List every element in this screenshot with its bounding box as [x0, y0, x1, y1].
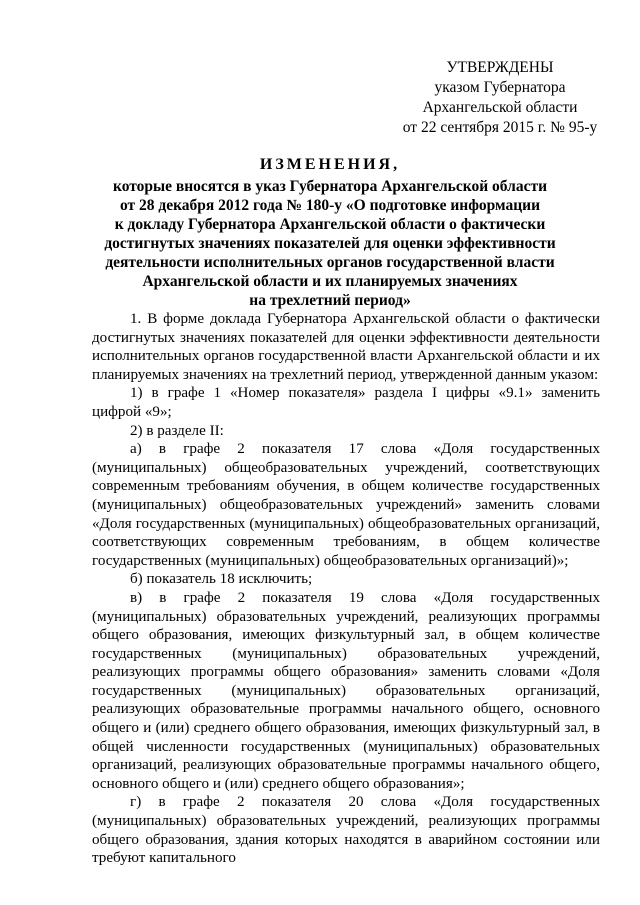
document-title — [60, 155, 600, 310]
approval-region: Архангельской области — [422, 99, 578, 116]
paragraph: 2) в разделе II: — [130, 422, 224, 439]
paragraph: 1. В форме доклада Губернатора Архангельской области о фактически достигнутых значениях показателей для оценки эффективности деятельности исполнительных органов государственной власти Архангельской области и их планируемых значениях на трехлетний период, утвержденной данным указом: — [92, 311, 600, 383]
approval-heading: УТВЕРЖДЕНЫ — [446, 59, 554, 76]
approval-date: от 22 сентября 2015 г. № 95-у — [402, 119, 598, 136]
title-line: достигнутых значениях показателей для оценки эффективности — [104, 235, 556, 252]
title-line: которые вносятся в указ Губернатора Архангельской области — [112, 178, 548, 195]
document-body — [92, 310, 600, 868]
title-line: деятельности исполнительных органов государственной власти — [105, 254, 555, 271]
title-line: к докладу Губернатора Архангельской области о фактически — [114, 216, 546, 233]
approval-stamp — [380, 58, 620, 138]
paragraph: 1) в графе 1 «Номер показателя» раздела I цифры «9.1» заменить цифрой «9»; — [92, 385, 600, 420]
paragraph: б) показатель 18 исключить; — [130, 571, 313, 588]
paragraph: г) в графе 2 показателя 20 слова «Доля государственных (муниципальных) образовательных учреждений, реализующих программы общего образования, здания которых находятся в аварийном состоянии или требуют капитального — [92, 794, 600, 867]
title-line: Архангельской области и их планируемых значениях — [142, 273, 518, 290]
title-line: от 28 декабря 2012 года № 180-у «О подготовке информации — [119, 197, 541, 214]
title-main: ИЗМЕНЕНИЯ, — [259, 156, 401, 173]
approval-decree: указом Губернатора — [434, 79, 566, 96]
title-line: на трехлетний период» — [249, 292, 411, 309]
paragraph: в) в графе 2 показателя 19 слова «Доля государственных (муниципальных) образовательных учреждений, реализующих программы общего образования, имеющих физкультурный зал, в общем количестве государственных (муниципальных) образовательных учреждений, реализующих программы общего образования» заменить словами «Доля государственных (муниципальных) образовательных организаций, реализующих образовательные программы начального общего, основного общего и (или) среднего общего образования, имеющих физкультурный зал, в общей численности государственных (муниципальных) образовательных организаций, реализующих образовательные программы начального общего, основного общего и (или) среднего общего образования»; — [92, 589, 600, 792]
paragraph: а) в графе 2 показателя 17 слова «Доля государственных (муниципальных) общеобразовательных учреждений, соответствующих современным требованиям обучения, в общем количестве государственных (муниципальных) общеобразовательных учреждений» заменить словами «Доля государственных (муниципальных) общеобразовательных организаций, соответствующих современным требованиям, в общем количестве государственных (муниципальных) общеобразовательных организаций)»; — [92, 441, 600, 569]
